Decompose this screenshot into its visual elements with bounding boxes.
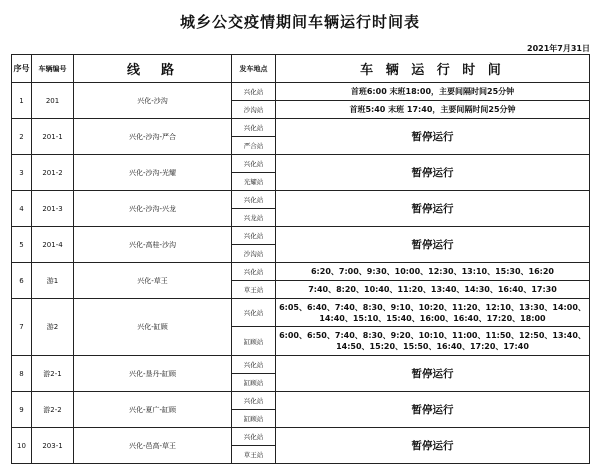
row-seq: 4 (12, 191, 32, 227)
header-code: 车辆编号 (32, 55, 74, 83)
row-code: 游2-1 (32, 356, 74, 392)
row-code: 203-1 (32, 428, 74, 464)
row-route: 兴化-夏广-缸顾 (74, 392, 232, 428)
row-route: 兴化-高桂-沙沟 (74, 227, 232, 263)
row-status: 暂停运行 (276, 155, 590, 191)
row-station: 兴化站 (232, 155, 276, 173)
header-route: 线 路 (74, 55, 232, 83)
row-station: 严合站 (232, 137, 276, 155)
row-station: 兴龙站 (232, 209, 276, 227)
table-row (12, 263, 590, 281)
row-station: 兴化站 (232, 392, 276, 410)
row-schedule: 6:05、6:40、7:40、8:30、9:10、10:20、11:20、12:10、13:30、14:00、14:40、15:10、15:40、16:00、16:40、17:20、18:00 (276, 299, 590, 327)
row-schedule: 6:00、6:50、7:40、8:30、9:20、10:10、11:00、11:50、12:50、13:40、14:50、15:20、15:50、16:40、17:20、17:40 (276, 327, 590, 356)
table-body (12, 83, 590, 464)
header-row (12, 55, 590, 83)
schedule-table (11, 54, 590, 464)
row-station: 兴化站 (232, 227, 276, 245)
row-status: 暂停运行 (276, 428, 590, 464)
row-station: 缸顾站 (232, 374, 276, 392)
row-code: 201-2 (32, 155, 74, 191)
row-code: 201-4 (32, 227, 74, 263)
row-status: 暂停运行 (276, 191, 590, 227)
row-station: 兴化站 (232, 428, 276, 446)
row-station: 兴化站 (232, 191, 276, 209)
table-row (12, 299, 590, 327)
row-station: 缸顾站 (232, 410, 276, 428)
row-code: 201-3 (32, 191, 74, 227)
row-schedule: 6:20、7:00、9:30、10:00、12:30、13:10、15:30、16:20 (276, 263, 590, 281)
row-status: 暂停运行 (276, 356, 590, 392)
row-code: 游1 (32, 263, 74, 299)
row-code: 游2-2 (32, 392, 74, 428)
row-seq: 6 (12, 263, 32, 299)
table-row (12, 356, 590, 374)
row-schedule: 首班5:40 末班 17:40，主要间隔时间25分钟 (276, 101, 590, 119)
header-schedule: 车 辆 运 行 时 间 (276, 55, 590, 83)
row-route: 兴化-沙沟-兴龙 (74, 191, 232, 227)
row-station: 草王站 (232, 446, 276, 464)
row-seq: 5 (12, 227, 32, 263)
table-row (12, 428, 590, 446)
row-route: 兴化-沙沟-光耀 (74, 155, 232, 191)
page-title: 城乡公交疫情期间车辆运行时间表 (179, 13, 420, 31)
row-code: 游2 (32, 299, 74, 356)
row-station: 沙沟站 (232, 245, 276, 263)
row-station: 缸顾站 (232, 327, 276, 356)
table-row (12, 392, 590, 410)
table-row (12, 83, 590, 101)
row-route: 兴化-缸顾 (74, 299, 232, 356)
row-route: 兴化-邑高-草王 (74, 428, 232, 464)
row-seq: 2 (12, 119, 32, 155)
row-route: 兴化-垦丹-缸顾 (74, 356, 232, 392)
row-route: 兴化-沙沟-严合 (74, 119, 232, 155)
row-seq: 9 (12, 392, 32, 428)
row-seq: 7 (12, 299, 32, 356)
table-date: 2021年7月31日 (527, 44, 590, 53)
table-row (12, 227, 590, 245)
table-row (12, 155, 590, 173)
row-schedule: 首班6:00 末班18:00，主要间隔时间25分钟 (276, 83, 590, 101)
row-seq: 10 (12, 428, 32, 464)
table-row (12, 191, 590, 209)
row-status: 暂停运行 (276, 392, 590, 428)
row-route: 兴化-沙沟 (74, 83, 232, 119)
row-seq: 1 (12, 83, 32, 119)
row-station: 兴化站 (232, 263, 276, 281)
row-station: 沙沟站 (232, 101, 276, 119)
row-station: 光耀站 (232, 173, 276, 191)
row-code: 201 (32, 83, 74, 119)
row-status: 暂停运行 (276, 227, 590, 263)
header-seq: 序号 (12, 55, 32, 83)
row-schedule: 7:40、8:20、10:40、11:20、13:40、14:30、16:40、17:30 (276, 281, 590, 299)
row-route: 兴化-草王 (74, 263, 232, 299)
row-station: 兴化站 (232, 299, 276, 327)
row-status: 暂停运行 (276, 119, 590, 155)
row-station: 兴化站 (232, 356, 276, 374)
row-station: 兴化站 (232, 119, 276, 137)
row-station: 兴化站 (232, 83, 276, 101)
row-seq: 8 (12, 356, 32, 392)
header-station: 发车地点 (232, 55, 276, 83)
row-station: 草王站 (232, 281, 276, 299)
row-seq: 3 (12, 155, 32, 191)
table-row (12, 119, 590, 137)
row-code: 201-1 (32, 119, 74, 155)
